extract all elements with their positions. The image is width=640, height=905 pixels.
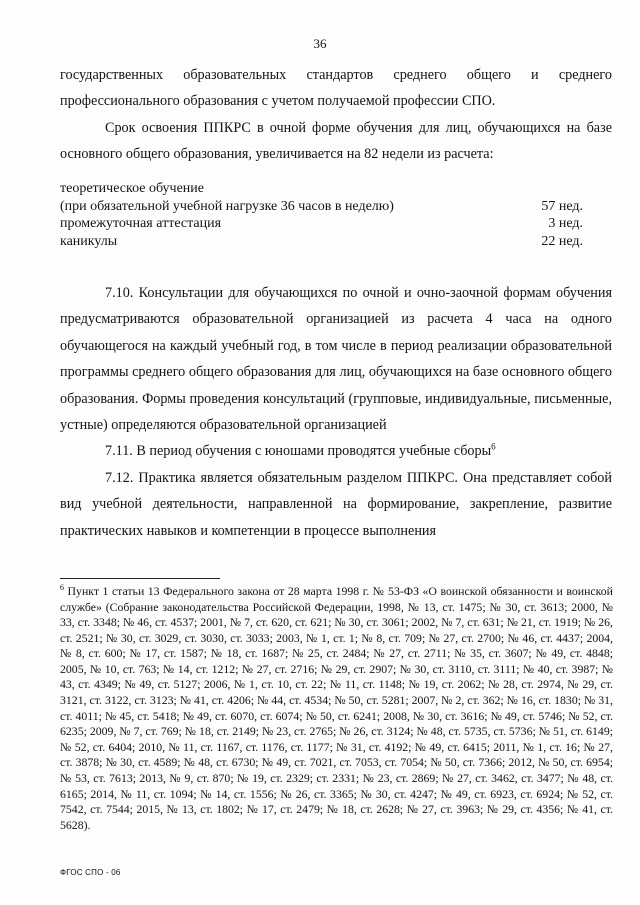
study-row (60, 215, 583, 233)
study-label: промежуточная аттестация (60, 216, 222, 231)
study-row (60, 180, 583, 198)
footnote-reference: 6 (491, 441, 496, 452)
footnote-separator (60, 578, 220, 579)
body-text-lower (60, 280, 612, 544)
footnote-text: Пункт 1 статьи 13 Федерального закона от 28 марта 1998 г. № 53-ФЗ «О воинской обязанности и воинской службе» (Собрание законодательства Российской Федерации, 1998, № 13, ст. 1475; № 30, ст. 3613; 2000, № 33, ст. 3348; № 46, ст. 4537; 2001, № 7, ст. 620, ст. 621; № 30, ст. 3061; 2002, № 7, ст. 631; № 21, ст. 1919; № 26, ст. 2521; № 30, ст. 3029, ст. 3030, ст. 3033; 2003, № 1, ст. 1; № 8, ст. 709; № 27, ст. 2700; № 46, ст. 4437; 2004, № 8, ст. 600; № 17, ст. 1587; № 18, ст. 1687; № 25, ст. 2484; № 27, ст. 2711; № 35, ст. 3607; № 49, ст. 4848; 2005, № 10, ст. 763; № 14, ст. 1212; № 27, ст. 2716; № 29, ст. 2907; № 30, ст. 3110, ст. 3111; № 40, ст. 3987; № 43, ст. 4349; № 49, ст. 5127; 2006, № 1, ст. 10, ст. 22; № 11, ст. 1148; № 19, ст. 2062; № 28, ст. 2974, № 29, ст. 3121, ст. 3122, ст. 3123; № 41, ст. 4206; № 44, ст. 4534; № 50, ст. 5281; 2007, № 2, ст. 362; № 16, ст. 1830; № 31, ст. 4011; № 45, ст. 5418; № 49, ст. 6070, ст. 6074; № 50, ст. 6241; 2008, № 30, ст. 3616; № 49, ст. 5746; № 52, ст. 6235; 2009, № 7, ст. 769; № 18, ст. 2149; № 23, ст. 2765; № 26, ст. 3124; № 48, ст. 5735, ст. 5736; № 51, ст. 6149; № 52, ст. 6404; 2010, № 11, ст. 1167, ст. 1176, ст. 1177; № 31, ст. 4192; № 49, ст. 6415; 2011, № 1, ст. 16; № 27, ст. 3878; № 30, ст. 4589; № 48, ст. 6730; № 49, ст. 7021, ст. 7053, ст. 7054; № 50, ст. 7366; 2012, № 50, ст. 6954; № 53, ст. 7613; 2013, № 9, ст. 870; № 19, ст. 2329; ст. 2331; № 23, ст. 2869; № 27, ст. 3462, ст. 3477; № 48, ст. 6165; 2014, № 11, ст. 1094; № 14, ст. 1556; № 26, ст. 3365; № 30, ст. 4247; № 49, ст. 6923, ст. 6924; № 52, ст. 7542, ст. 7544; 2015, № 13, ст. 1802; № 17, ст. 2479; № 18, ст. 2628; № 27, ст. 3963; № 29, ст. 4356; № 41, ст. 5628). (60, 583, 613, 832)
document-label: ФГОС СПО - 06 (60, 868, 121, 877)
study-label: (при обязательной учебной нагрузке 36 часов в неделю) (60, 198, 394, 214)
page-number: 36 (313, 36, 327, 51)
study-value: 3 нед. (548, 216, 583, 231)
study-value: 22 нед. (541, 233, 583, 249)
study-breakdown-list (60, 180, 583, 250)
section-7-10: 7.10. Консультации для обучающихся по очной и очно-заочной формам обучения предусматриваются образовательной организацией из расчета 4 часа на одного обучающегося на каждый учебный год, в том числе в период реализации образовательной программы среднего общего образования для лиц, обучающихся на базе основного общего образования. Формы проведения консультаций (групповые, индивидуальные, письменные, устные) определяются образовательной организацией (60, 285, 612, 434)
paragraph-duration: Срок освоения ППКРС в очной форме обучения для лиц, обучающихся на базе основного общего образования, увеличивается на 82 недели из расчета: (60, 119, 612, 163)
section-7-11-text: 7.11. В период обучения с юношами проводятся учебные сборы (105, 443, 492, 460)
footnote (60, 580, 613, 833)
body-text-upper (60, 62, 612, 168)
section-7-11 (60, 438, 612, 464)
study-label: теоретическое обучение (60, 181, 204, 196)
study-value: 57 нед. (541, 198, 583, 214)
study-label: каникулы (60, 233, 118, 249)
study-row (60, 198, 583, 216)
footnote-marker: 6 (60, 583, 64, 592)
section-7-12: 7.12. Практика является обязательным разделом ППКРС. Она представляет собой вид учебной деятельности, направленной на формирование, закрепление, развитие практических навыков и компетенции в процессе выполнения (60, 469, 612, 539)
study-row (60, 233, 583, 251)
paragraph-continuation: государственных образовательных стандартов среднего общего и среднего профессионального образования с учетом получаемой профессии СПО. (60, 67, 612, 110)
